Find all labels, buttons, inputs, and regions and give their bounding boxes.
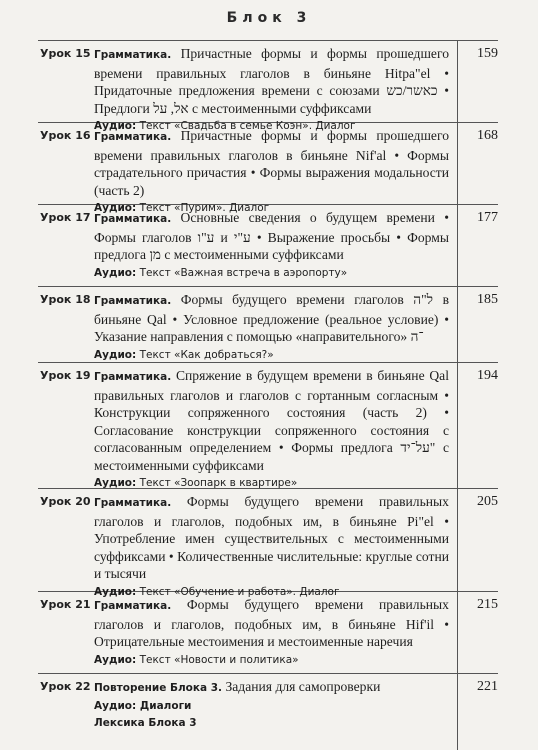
table-of-contents	[38, 40, 498, 750]
audio-label: Аудио:	[94, 653, 137, 666]
lesson-body	[94, 592, 458, 673]
lesson-text: Формы будущего времени правильных глаголов и глаголов, подобных им, в биньяне Pi"el • Употребление имен существительных с местоименными суффиксами • Количественные числительные: круглые сотни и тысячи	[94, 494, 449, 581]
toc-row	[38, 123, 498, 214]
grammar-label: Грамматика.	[94, 497, 172, 509]
page-number: 185	[477, 292, 498, 307]
lesson-number: Урок 19	[40, 369, 91, 382]
lesson-body	[94, 123, 458, 214]
toc-row	[38, 674, 498, 750]
toc-row	[38, 41, 498, 132]
audio-text: Текст «Как добраться?»	[139, 348, 274, 361]
toc-row	[38, 592, 498, 674]
grammar-label: Грамматика.	[94, 49, 172, 61]
lesson-body	[94, 41, 458, 132]
grammar-label: Грамматика.	[94, 600, 172, 612]
lesson-body	[94, 205, 458, 286]
lesson-description	[94, 367, 449, 474]
lesson-text: Причастные формы и формы прошедшего времени правильных глаголов в биньяне Hitpa"el • Придаточные предложения времени с союзами כאשר/כש • Предлоги אל, על с местоименными суффиксами	[94, 46, 449, 116]
lesson-text: Спряжение в будущем времени в биньяне Qal правильных глаголов и глаголов с гортанным согласным • Конструкции сопряженного состояния (часть 2) • Согласование конструкции сопряженного состояния с согласованным определением • Формы предлога על־יד" с местоименными суффиксами	[94, 368, 449, 473]
page-number: 221	[477, 679, 498, 694]
audio-label: Аудио:	[94, 202, 137, 214]
lesson-number: Урок 20	[40, 495, 91, 508]
audio-label: Аудио:	[94, 585, 137, 598]
page-number: 168	[477, 128, 498, 143]
toc-row	[38, 205, 498, 287]
toc-row	[38, 489, 498, 598]
lesson-text: Основные сведения о будущем времени • Формы глаголов ע"ו и ע"י • Выражение просьбы • Формы предлога מן с местоименными суффиксами	[94, 210, 449, 262]
audio-line	[94, 652, 449, 668]
page-number: 194	[477, 368, 498, 383]
lesson-text: Формы будущего времени глаголов ל"ה в биньяне Qal • Условное предложение (реальное условие) • Указание направления с помощью «направительного» ־ה	[94, 292, 449, 344]
lesson-number: Урок 17	[40, 211, 91, 224]
audio-line	[94, 347, 449, 363]
lesson-description	[94, 596, 449, 651]
lesson-number: Урок 18	[40, 293, 91, 306]
lesson-description	[94, 209, 449, 264]
page-number: 205	[477, 494, 498, 509]
grammar-label: Грамматика.	[94, 213, 172, 225]
lesson-text: Задания для самопроверки	[225, 679, 381, 694]
audio-text: Текст «Обучение и работа». Диалог	[139, 585, 340, 598]
page-number: 215	[477, 597, 498, 612]
lesson-description	[94, 127, 449, 199]
page-number: 177	[477, 210, 498, 225]
page-number: 159	[477, 46, 498, 61]
audio-label: Аудио:	[94, 477, 137, 489]
audio-text: Текст «Важная встреча в аэропорту»	[139, 266, 348, 279]
audio-text: Текст «Пурим». Диалог	[139, 202, 270, 214]
audio-label: Аудио:	[94, 348, 137, 361]
audio-line	[94, 265, 449, 281]
lesson-text: Формы будущего времени правильных глаголов и глаголов, подобных им, в биньяне Hif'il • Отрицательные местоимения и местоименные наречия	[94, 597, 449, 649]
lesson-description	[94, 291, 449, 346]
toc-row	[38, 363, 498, 489]
lesson-number: Урок 22	[40, 680, 91, 693]
lesson-description	[94, 493, 449, 583]
lesson-body	[94, 674, 458, 750]
block-title: Блок 3	[226, 10, 312, 26]
vocabulary-line: Лексика Блока 3	[94, 716, 197, 729]
lesson-description	[94, 678, 449, 698]
audio-text: Текст «Свадьба в семье Коэн». Диалог	[139, 120, 356, 132]
review-label: Повторение Блока 3.	[94, 682, 223, 694]
audio-dialogues: Аудио: Диалоги	[94, 699, 192, 712]
grammar-label: Грамматика.	[94, 295, 172, 307]
lesson-number: Урок 21	[40, 598, 91, 611]
audio-label: Аудио:	[94, 266, 137, 279]
grammar-label: Грамматика.	[94, 131, 172, 143]
lesson-body	[94, 287, 458, 362]
lesson-number: Урок 15	[40, 47, 91, 60]
lesson-description	[94, 45, 449, 117]
toc-row	[38, 287, 498, 363]
audio-text: Текст «Новости и политика»	[139, 653, 299, 666]
lesson-text: Причастные формы и формы прошедшего времени правильных глаголов в биньяне Nif'al • Формы страдательного причастия • Формы выражения модальности (часть 2)	[94, 128, 449, 198]
lesson-number: Урок 16	[40, 129, 91, 142]
audio-text: Текст «Зоопарк в квартире»	[139, 477, 298, 489]
audio-label: Аудио:	[94, 120, 137, 132]
lesson-body	[94, 363, 458, 488]
grammar-label: Грамматика.	[94, 371, 172, 383]
lesson-body	[94, 489, 458, 598]
